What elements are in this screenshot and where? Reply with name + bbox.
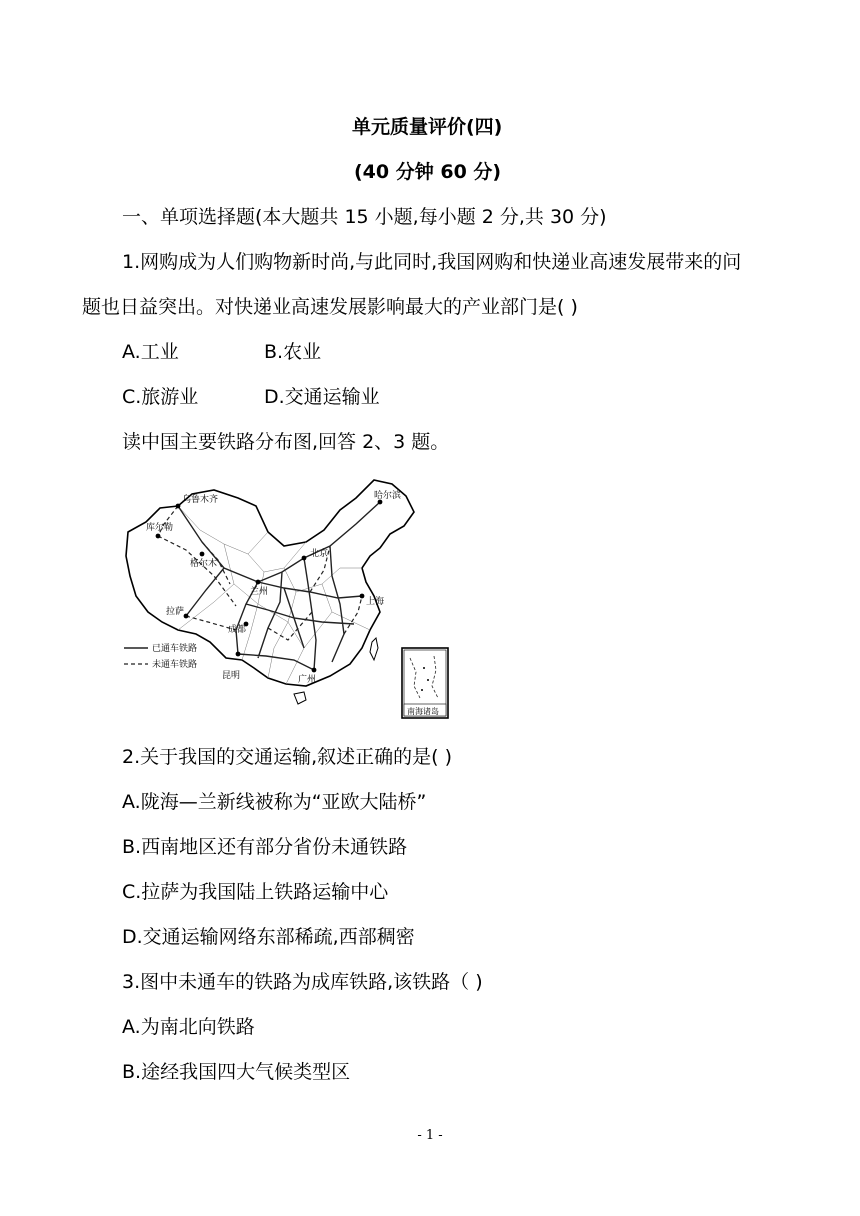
city-label-kunming: 昆明 bbox=[222, 671, 241, 681]
q2-option-d: D.交通运输网络东部稀疏,西部稠密 bbox=[122, 926, 415, 948]
q1-option-d: D.交通运输业 bbox=[264, 386, 380, 408]
question-1-line-2: 题也日益突出。对快递业高速发展影响最大的产业部门是( ) bbox=[82, 296, 578, 318]
city-label-korla: 库尔勒 bbox=[146, 523, 174, 533]
city-label-shanghai: 上海 bbox=[366, 597, 385, 607]
q2-option-b: B.西南地区还有部分省份未通铁路 bbox=[122, 836, 408, 858]
q3-option-b: B.途经我国四大气候类型区 bbox=[122, 1061, 351, 1083]
city-label-beijing: 北京 bbox=[310, 549, 329, 559]
page-number: - 1 - bbox=[417, 1128, 443, 1143]
taiwan-island bbox=[370, 638, 378, 660]
city-label-guangzhou: 广州 bbox=[298, 675, 317, 685]
q3-option-a: A.为南北向铁路 bbox=[122, 1016, 255, 1038]
city-label-urumqi: 乌鲁木齐 bbox=[182, 495, 219, 505]
section-heading: 一、单项选择题(本大题共 15 小题,每小题 2 分,共 30 分) bbox=[122, 206, 607, 228]
question-1-line-1: 1.网购成为人们购物新时尚,与此同时,我国网购和快递业高速发展带来的问 bbox=[122, 251, 742, 273]
q2-option-a: A.陇海—兰新线被称为“亚欧大陆桥” bbox=[122, 791, 427, 813]
city-label-lhasa: 拉萨 bbox=[166, 607, 185, 617]
q1-option-c: C.旅游业 bbox=[122, 386, 199, 408]
south-china-sea-inset bbox=[402, 648, 448, 718]
q2-option-c: C.拉萨为我国陆上铁路运输中心 bbox=[122, 881, 389, 903]
city-label-lanzhou: 兰州 bbox=[250, 587, 269, 597]
legend-planned-label: 未通车铁路 bbox=[152, 660, 198, 670]
city-label-golmud: 格尔木 bbox=[190, 559, 218, 569]
map-legend bbox=[124, 642, 197, 670]
question-2-stem: 2.关于我国的交通运输,叙述正确的是( ) bbox=[122, 746, 453, 768]
page-title: 单元质量评价(四) bbox=[352, 116, 503, 138]
hainan-island bbox=[294, 692, 306, 704]
city-label-harbin: 哈尔滨 bbox=[374, 491, 402, 501]
page-subtitle: (40 分钟 60 分) bbox=[354, 161, 502, 183]
legend-built-label: 已通车铁路 bbox=[152, 644, 198, 654]
city-label-chengdu: 成都 bbox=[228, 625, 247, 635]
china-railway-map bbox=[118, 472, 450, 720]
inset-label: 南海诸岛 bbox=[407, 707, 439, 716]
q1-option-a: A.工业 bbox=[122, 341, 179, 363]
map-intro: 读中国主要铁路分布图,回答 2、3 题。 bbox=[122, 431, 450, 453]
q1-option-b: B.农业 bbox=[264, 341, 322, 363]
question-3-stem: 3.图中未通车的铁路为成库铁路,该铁路（ ) bbox=[122, 971, 483, 993]
